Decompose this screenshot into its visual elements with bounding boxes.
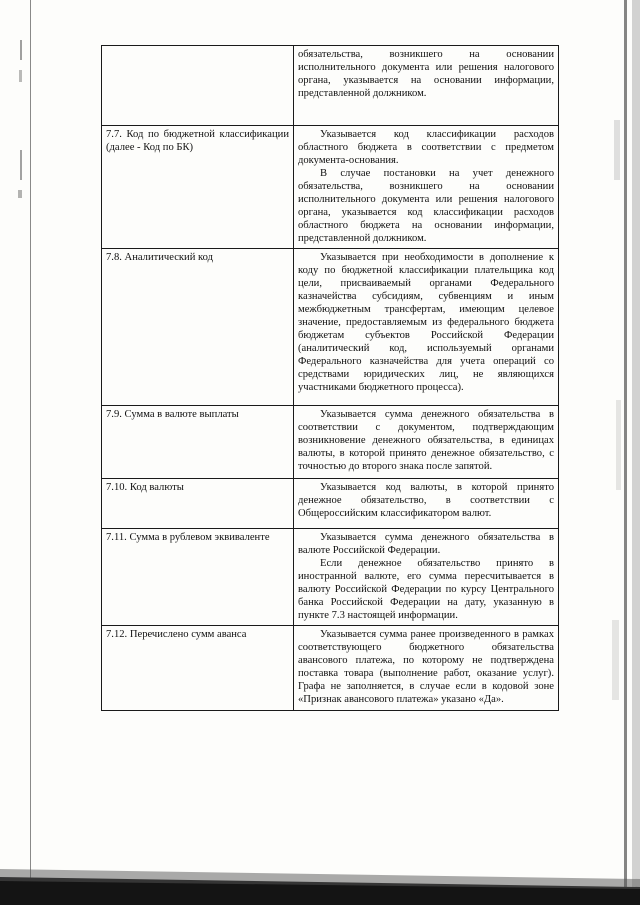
table-row <box>102 626 559 711</box>
field-description-cell <box>294 626 559 711</box>
field-label-cell <box>102 406 294 479</box>
field-label: 7.11. Сумма в рублевом эквиваленте <box>106 532 270 543</box>
scan-margin-marks <box>14 40 32 240</box>
field-label: 7.10. Код валюты <box>106 482 184 493</box>
description-paragraph: Указывается сумма денежного обязательства в валюте Российской Федерации. <box>298 532 554 556</box>
description-paragraph: В случае постановки на учет денежного обязательства, возникшего на основании исполнительного документа или решения налогового органа, указывается код классификации расходов областного бюджета на основании информации, представленной должником. <box>298 168 554 244</box>
field-label: 7.12. Перечислено сумм аванса <box>106 629 247 640</box>
description-paragraph: обязательства, возникшего на основании исполнительного документа или решения налогового органа, указывается на основании информации, представленной должником. <box>298 49 554 99</box>
field-label: 7.7. Код по бюджетной классификации (далее - Код по БК) <box>106 129 289 153</box>
field-description-cell <box>294 479 559 529</box>
field-description-cell <box>294 529 559 626</box>
scan-bottom-shadow <box>0 847 640 905</box>
description-paragraph: Указывается сумма денежного обязательства в соответствии с документом, подтверждающим возникновение денежного обязательства, в единицах валюты, в которой принято денежное обязательство, с точностью до второго знака после запятой. <box>298 409 554 472</box>
field-label-cell <box>102 126 294 249</box>
field-description-cell <box>294 249 559 406</box>
field-description-cell <box>294 406 559 479</box>
description-paragraph: Указывается код классификации расходов областного бюджета в соответствии с предметом документа-основания. <box>298 129 554 166</box>
field-label-cell <box>102 529 294 626</box>
table-row <box>102 249 559 406</box>
description-paragraph: Указывается при необходимости в дополнение к коду по бюджетной классификации плательщика код цели, присваиваемый органами Федерального казначейства субсидиям, субвенциям и иным межбюджетным трансфертам, имеющим целевое значение, предоставляемым из федерального бюджета бюджетам субъектов Российской Федерации (аналитический код, используемый органами Федерального казначейства для учета операций со средствами юридических лиц, не являющихся участниками бюджетного процесса). <box>298 252 554 393</box>
field-label-cell <box>102 249 294 406</box>
field-label-cell <box>102 626 294 711</box>
field-label-cell <box>102 46 294 126</box>
table-row <box>102 46 559 126</box>
field-description-cell <box>294 126 559 249</box>
table-row <box>102 126 559 249</box>
scan-right-edge <box>606 0 640 905</box>
table-row <box>102 406 559 479</box>
field-label-cell <box>102 479 294 529</box>
table-row <box>102 479 559 529</box>
field-label: 7.8. Аналитический код <box>106 252 214 263</box>
field-label: 7.9. Сумма в валюте выплаты <box>106 409 239 420</box>
description-paragraph: Указывается сумма ранее произведенного в рамках соответствующего бюджетного обязательства авансового платежа, по которому не подтверждена поставка товара (выполнение работ, оказание услуг). Графа не заполняется, в случае если в кодовой зоне «Признак авансового платежа» указано «Да». <box>298 629 554 705</box>
fields-description-table <box>101 45 559 711</box>
description-paragraph: Указывается код валюты, в которой принято денежное обязательство, в соответствии с Общероссийским классификатором валют. <box>298 482 554 519</box>
table-row <box>102 529 559 626</box>
field-description-cell <box>294 46 559 126</box>
description-paragraph: Если денежное обязательство принято в иностранной валюте, его сумма пересчитывается в валюту Российской Федерации по курсу Центрального банка Российской Федерации на дату, указанную в пункте 7.3 настоящей информации. <box>298 558 554 621</box>
